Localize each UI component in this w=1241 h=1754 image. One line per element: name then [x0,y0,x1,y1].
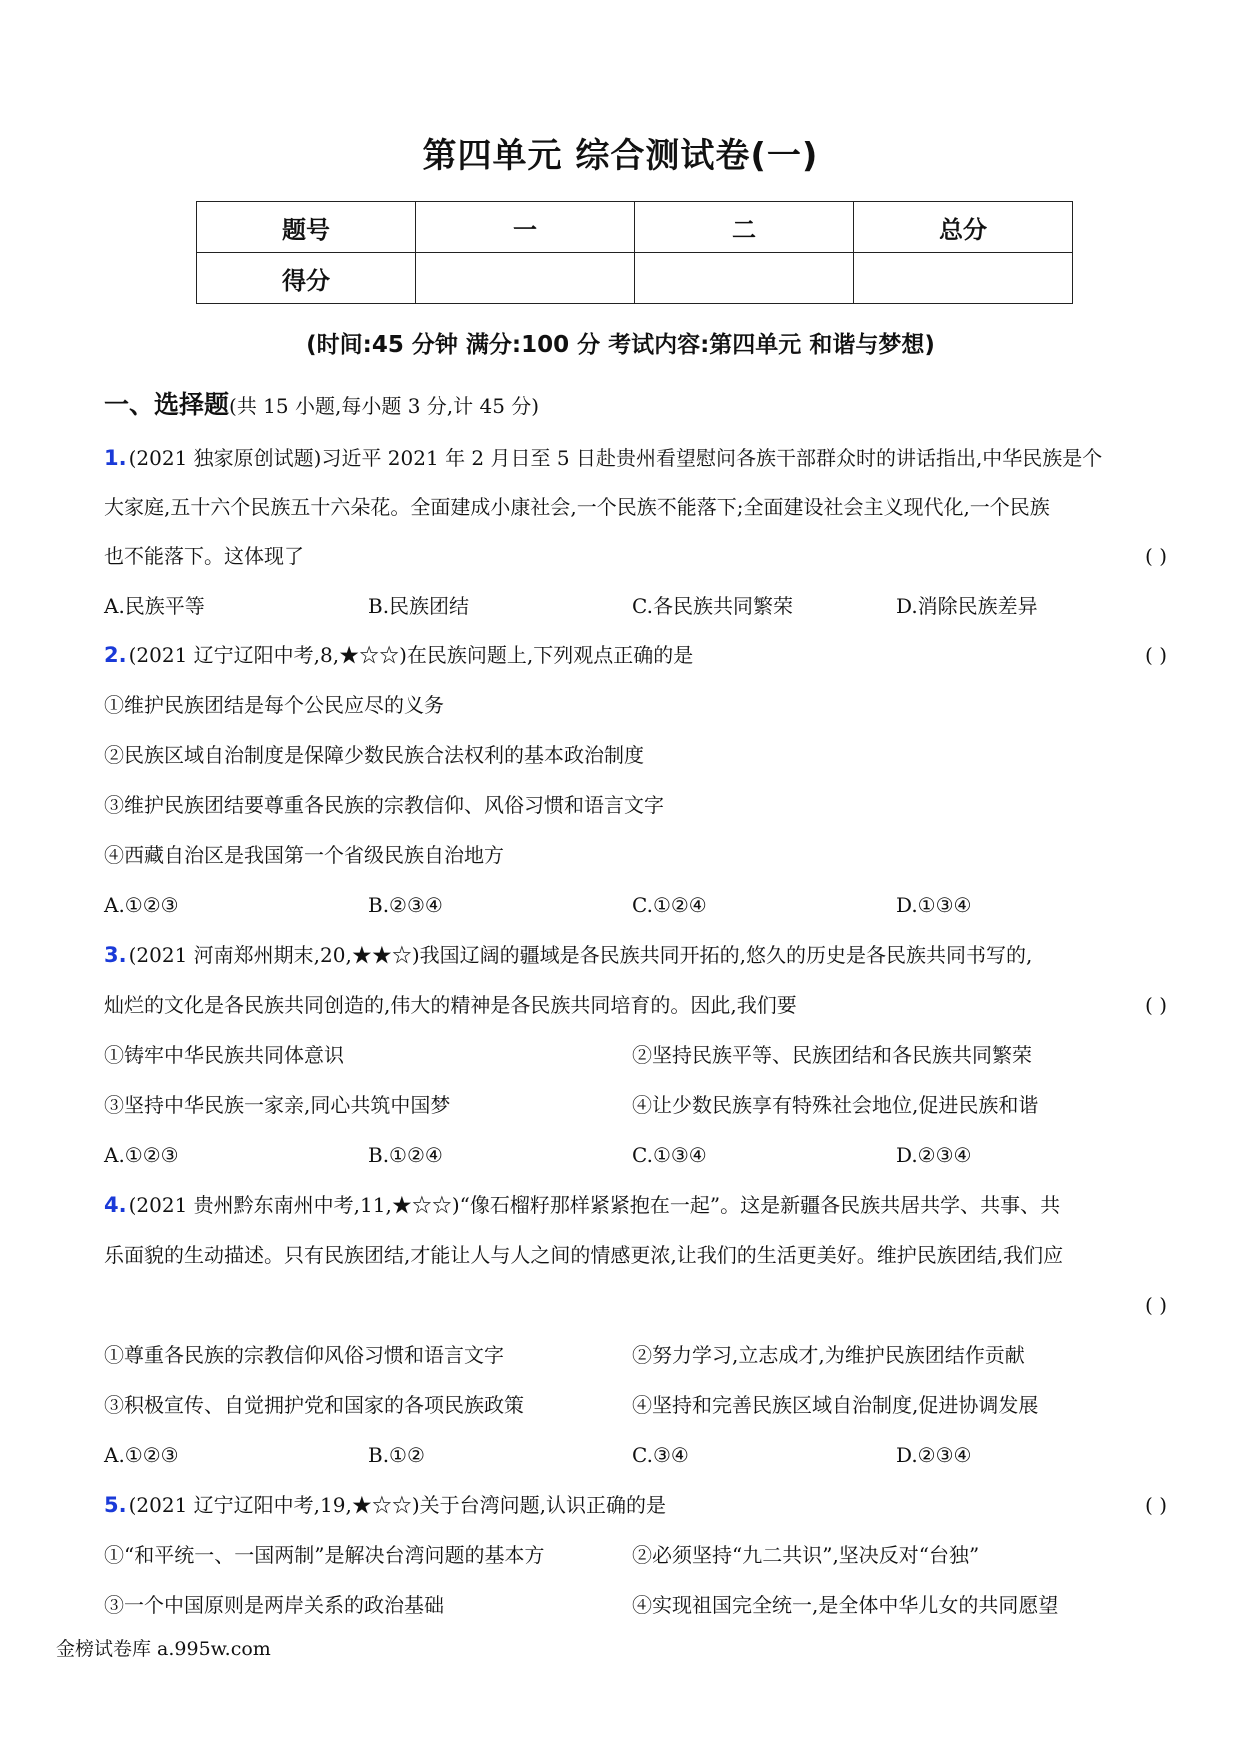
question-number: 3. [104,943,127,967]
header-cell-part-two: 二 [635,202,854,253]
option-a[interactable]: A.①②③ [104,1143,179,1167]
question-2-statement-3: ③维护民族团结要尊重各民族的宗教信仰、风俗习惯和语言文字 [104,793,664,817]
header-cell-part-one: 一 [416,202,635,253]
statement-3: ③一个中国原则是两岸关系的政治基础 [104,1593,444,1617]
statement-3: ③坚持中华民族一家亲,同心共筑中国梦 [104,1093,451,1117]
footer-watermark: 金榜试卷库 a.995w.com [56,1638,271,1660]
option-d[interactable]: D.①③④ [896,893,972,917]
score-cell-part-two[interactable] [635,253,854,304]
question-2-statement-4: ④西藏自治区是我国第一个省级民族自治地方 [104,843,504,867]
statement-1: ①铸牢中华民族共同体意识 [104,1043,344,1067]
question-text: (2021 贵州黔东南州中考,11,★☆☆)“像石榴籽那样紧紧抱在一起”。这是新疆各民族共居共学、共事、共 [128,1193,1061,1217]
question-text: 大家庭,五十六个民族五十六朵花。全面建成小康社会,一个民族不能落下;全面建设社会主义现代化,一个民族 [104,495,1050,519]
option-c[interactable]: C.①③④ [632,1143,707,1167]
score-cell-total[interactable] [854,253,1073,304]
statement-3: ③积极宣传、自觉拥护党和国家的各项民族政策 [104,1393,524,1417]
question-text: 乐面貌的生动描述。只有民族团结,才能让人与人之间的情感更浓,让我们的生活更美好。维护民族团结,我们应 [104,1243,1064,1267]
option-a[interactable]: A.①②③ [104,1443,179,1467]
option-c[interactable]: C.③④ [632,1443,689,1467]
question-3-line-1 [104,930,1167,980]
statement-4: ④实现祖国完全统一,是全体中华儿女的共同愿望 [632,1593,1059,1617]
question-5-statements-row-2 [104,1580,1167,1630]
question-text: (2021 河南郑州期末,20,★★☆)我国辽阔的疆域是各民族共同开拓的,悠久的历史是各民族共同书写的, [128,943,1033,967]
option-b[interactable]: B.①② [368,1443,425,1467]
header-cell-total: 总分 [854,202,1073,253]
section-note: (共 15 小题,每小题 3 分,计 45 分) [229,394,540,418]
score-table-score-row [197,253,1073,304]
statement-4: ④让少数民族享有特殊社会地位,促进民族和谐 [632,1093,1039,1117]
question-2-options [104,880,1167,930]
score-cell-part-one[interactable] [416,253,635,304]
question-4-statements-row-1 [104,1330,1167,1380]
option-c[interactable]: C.①②④ [632,893,707,917]
score-table-header-row [197,202,1073,253]
question-4-bracket-line [104,1280,1167,1330]
page-title: 第四单元 综合测试卷(一) [422,136,819,176]
statement-1: ①尊重各民族的宗教信仰风俗习惯和语言文字 [104,1343,504,1367]
question-text: (2021 辽宁辽阳中考,19,★☆☆)关于台湾问题,认识正确的是 [128,1493,666,1517]
question-5-statements-row-1 [104,1530,1167,1580]
question-number: 5. [104,1493,127,1517]
statement-2: ②努力学习,立志成才,为维护民族团结作贡献 [632,1343,1025,1367]
question-2-statement-2: ②民族区域自治制度是保障少数民族合法权利的基本政治制度 [104,743,644,767]
score-table [196,201,1073,304]
option-b[interactable]: B.民族团结 [368,594,470,618]
question-text: (2021 独家原创试题)习近平 2021 年 2 月日至 5 日赴贵州看望慰问各族干部群众时的讲话指出,中华民族是个 [128,446,1103,470]
option-a[interactable]: A.民族平等 [104,594,205,618]
row-label-score: 得分 [197,253,416,304]
question-4-options [104,1430,1167,1480]
question-text: 灿烂的文化是各民族共同创造的,伟大的精神是各民族共同培育的。因此,我们要 [104,993,797,1017]
option-d[interactable]: D.②③④ [896,1443,972,1467]
answer-bracket[interactable]: ( ) [1145,544,1167,568]
question-text: (2021 辽宁辽阳中考,8,★☆☆)在民族问题上,下列观点正确的是 [128,643,694,667]
option-a[interactable]: A.①②③ [104,893,179,917]
header-cell-question-number: 题号 [197,202,416,253]
question-1-line-2 [104,482,1167,532]
statement-2: ②坚持民族平等、民族团结和各民族共同繁荣 [632,1043,1032,1067]
statement-2: ②必须坚持“九二共识”,坚决反对“台独” [632,1543,980,1567]
option-c[interactable]: C.各民族共同繁荣 [632,594,793,618]
question-5-line-1 [104,1480,1167,1530]
question-3-statements-row-2 [104,1080,1167,1130]
statement-1: ①“和平统一、一国两制”是解决台湾问题的基本方 [104,1543,545,1567]
section-header [104,385,539,421]
question-3-statements-row-1 [104,1030,1167,1080]
question-number: 2. [104,643,127,667]
exam-info: (时间:45 分钟 满分:100 分 考试内容:第四单元 和谐与梦想) [306,332,935,358]
option-d[interactable]: D.消除民族差异 [896,594,1038,618]
question-3-line-2 [104,980,1167,1030]
question-1-line-1 [104,433,1167,483]
question-1-options [104,581,1167,631]
option-d[interactable]: D.②③④ [896,1143,972,1167]
question-number: 4. [104,1193,127,1217]
statement-4: ④坚持和完善民族区域自治制度,促进协调发展 [632,1393,1039,1417]
question-4-line-1 [104,1180,1167,1230]
answer-bracket[interactable]: ( ) [1145,1293,1167,1317]
question-1-line-3 [104,531,1167,581]
question-number: 1. [104,446,127,470]
question-2-line-1 [104,630,1167,680]
question-4-line-2 [104,1230,1167,1280]
answer-bracket[interactable]: ( ) [1145,643,1167,667]
answer-bracket[interactable]: ( ) [1145,993,1167,1017]
answer-bracket[interactable]: ( ) [1145,1493,1167,1517]
option-b[interactable]: B.①②④ [368,1143,443,1167]
question-4-statements-row-2 [104,1380,1167,1430]
question-3-options [104,1130,1167,1180]
question-2-statement-1: ①维护民族团结是每个公民应尽的义务 [104,693,444,717]
option-b[interactable]: B.②③④ [368,893,443,917]
section-title: 一、选择题 [104,390,230,419]
question-text: 也不能落下。这体现了 [104,544,304,568]
